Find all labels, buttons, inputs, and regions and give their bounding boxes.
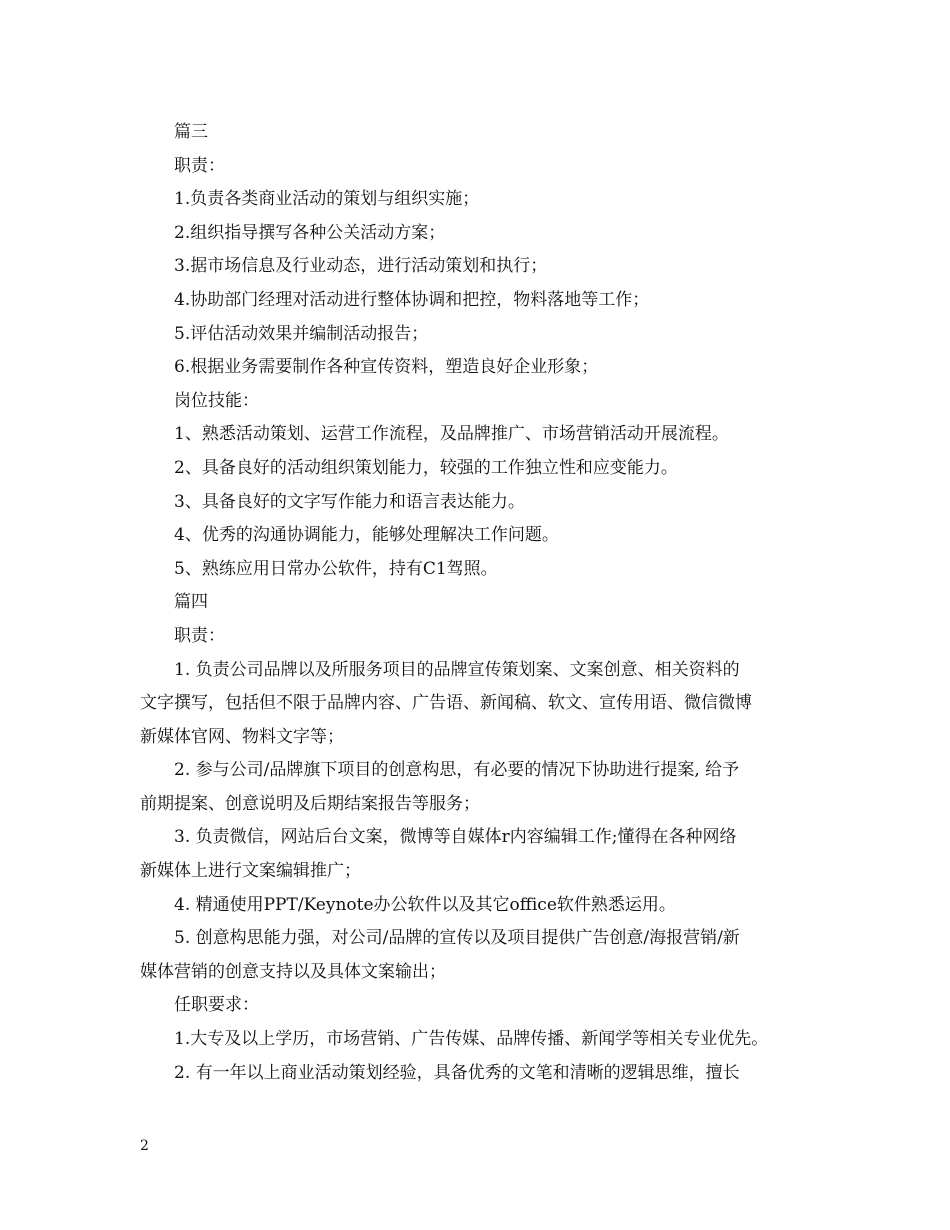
text-line: 3.据市场信息及行业动态，进行活动策划和执行； <box>174 256 548 277</box>
text-line: 5、熟练应用日常办公软件，持有C1驾照。 <box>174 558 498 579</box>
text-line: 4. 精通使用PPT/Keynote办公软件以及其它office软件熟悉运用。 <box>174 894 676 915</box>
section-heading-4: 篇四 <box>174 592 208 613</box>
text-line: 2、具备良好的活动组织策划能力，较强的工作独立性和应变能力。 <box>174 457 678 478</box>
text-line: 4、优秀的沟通协调能力，能够处理解决工作问题。 <box>174 525 559 546</box>
text-line: 2. 有一年以上商业活动策划经验，具备优秀的文笔和清晰的逻辑思维，擅长 <box>174 1062 740 1083</box>
text-line: 1.大专及以上学历，市场营销、广告传媒、品牌传播、新闻学等相关专业优先。 <box>174 1029 769 1050</box>
text-line: 1. 负责公司品牌以及所服务项目的品牌宣传策划案、文案创意、相关资料的 <box>174 659 740 680</box>
text-line: 前期提案、创意说明及后期结案报告等服务； <box>140 793 480 814</box>
text-line: 3. 负责微信，网站后台文案，微博等自媒体r内容编辑工作;懂得在各种网络 <box>174 827 737 848</box>
text-line: 2.组织指导撰写各种公关活动方案； <box>174 222 446 243</box>
text-line: 新媒体官网、物料文字等； <box>140 726 344 747</box>
text-line: 新媒体上进行文案编辑推广； <box>140 861 361 882</box>
text-line: 媒体营销的创意支持以及具体文案输出； <box>140 961 446 982</box>
text-line: 6.根据业务需要制作各种宣传资料，塑造良好企业形象； <box>174 357 599 378</box>
text-line: 2. 参与公司/品牌旗下项目的创意构思，有必要的情况下协助进行提案, 给予 <box>174 760 740 781</box>
text-line: 5.评估活动效果并编制活动报告； <box>174 323 429 344</box>
text-line: 1.负责各类商业活动的策划与组织实施； <box>174 189 480 210</box>
duties-heading: 职责： <box>174 155 225 176</box>
skills-heading: 岗位技能： <box>174 390 259 411</box>
text-line: 文字撰写，包括但不限于品牌内容、广告语、新闻稿、软文、宣传用语、微信微博 <box>140 693 752 714</box>
document-body <box>140 116 820 1090</box>
text-line: 5. 创意构思能力强，对公司/品牌的宣传以及项目提供广告创意/海报营销/新 <box>174 928 740 949</box>
text-line: 4.协助部门经理对活动进行整体协调和把控，物料落地等工作； <box>174 289 650 310</box>
requirements-heading: 任职要求： <box>174 995 259 1016</box>
text-line: 3、具备良好的文字写作能力和语言表达能力。 <box>174 491 525 512</box>
text-line: 1、熟悉活动策划、运营工作流程，及品牌推广、市场营销活动开展流程。 <box>174 424 729 445</box>
page-number: 2 <box>140 1138 149 1154</box>
section-heading-3: 篇三 <box>174 122 208 142</box>
duties-heading: 职责： <box>174 625 225 646</box>
